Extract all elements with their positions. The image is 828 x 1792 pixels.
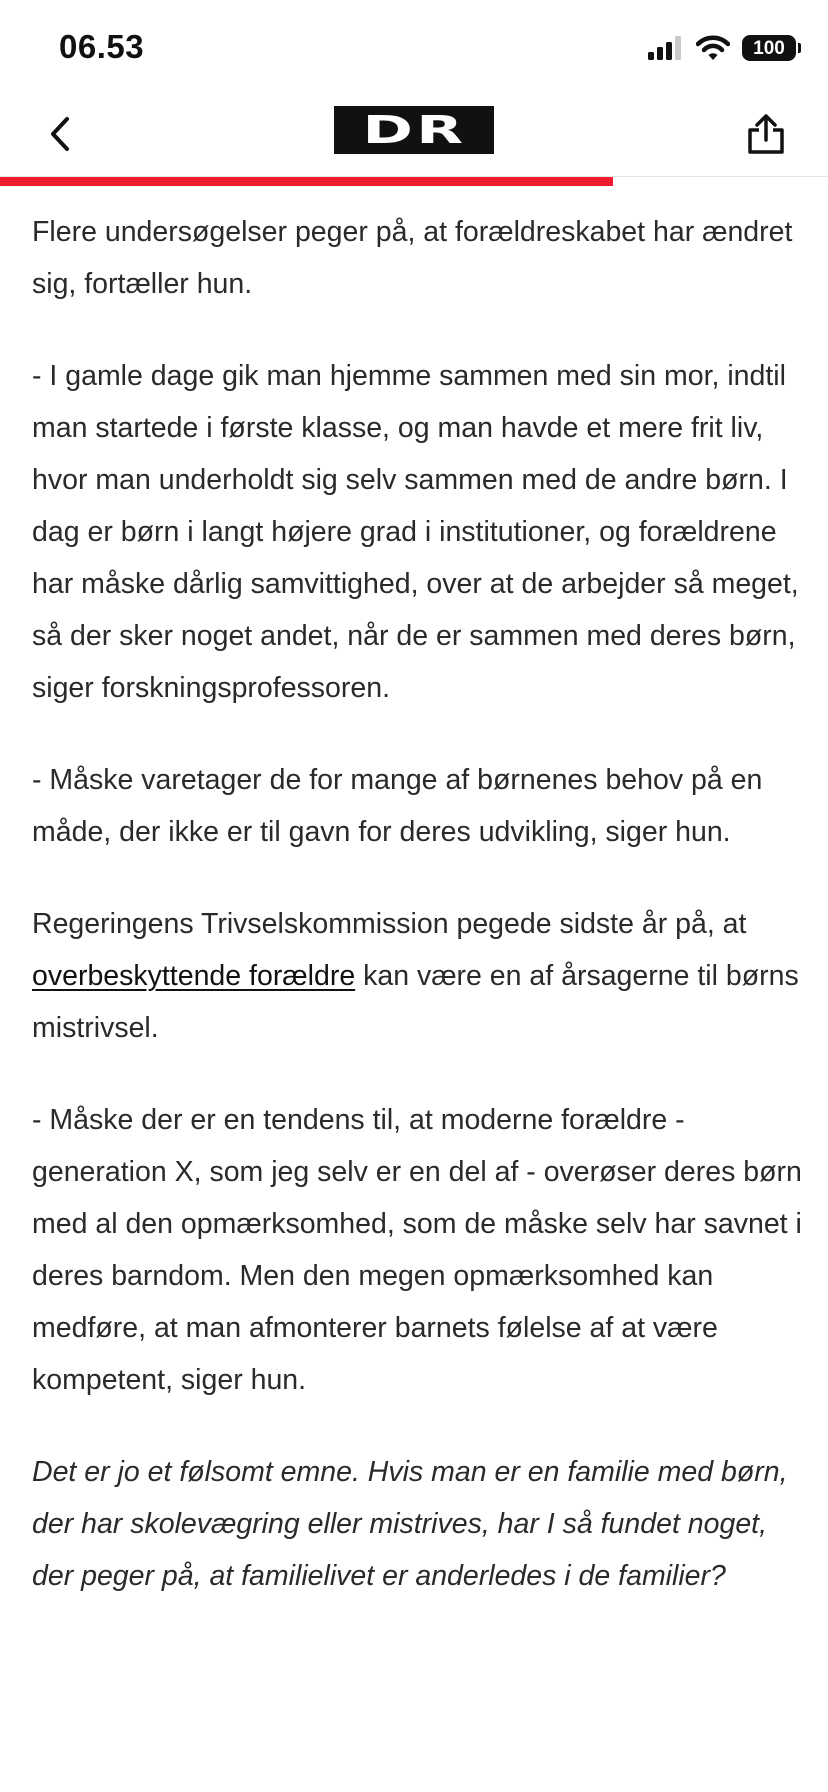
paragraph-4-text-after: kan være en af årsagerne til børns mistrivsel. — [32, 960, 799, 1044]
reading-progress-fill — [0, 177, 613, 186]
share-button[interactable] — [740, 106, 792, 162]
reading-progress-bar — [0, 177, 828, 186]
article-body — [32, 206, 802, 1642]
share-icon — [746, 113, 786, 155]
article-question: Det er jo et følsomt emne. Hvis man er en familie med børn, der har skolevægring eller mistrives, har I så fundet noget, der peger på, at familielivet er anderledes i de familier? — [32, 1456, 788, 1592]
article-paragraph-4 — [32, 898, 802, 1054]
logo-text: DR — [362, 108, 466, 152]
wifi-icon — [696, 35, 730, 61]
chevron-left-icon — [47, 116, 73, 152]
article-paragraph-1: Flere undersøgelser peger på, at forældreskabet har ændret sig, fortæller hun. — [32, 216, 793, 300]
status-icons — [648, 34, 796, 62]
article-paragraph-5: - Måske der er en tendens til, at moderne forældre - generation X, som jeg selv er en del af - overøser deres børn med al den opmærksomhed, som de måske selv har savnet i deres barndom. Men den megen opmærksomhed kan medføre, at man afmonterer barnets følelse af at være kompetent, siger hun. — [32, 1104, 802, 1396]
dr-logo[interactable] — [334, 106, 494, 154]
back-button[interactable] — [36, 108, 84, 160]
status-bar — [0, 0, 828, 100]
article-paragraph-3: - Måske varetager de for mange af børnenes behov på en måde, der ikke er til gavn for deres udvikling, siger hun. — [32, 764, 763, 848]
overbeskyttende-foraeldre-link[interactable]: overbeskyttende forældre — [32, 960, 356, 992]
paragraph-4-text-before: Regeringens Trivselskommission pegede sidste år på, at — [32, 908, 747, 940]
status-time: 06.53 — [59, 28, 145, 65]
signal-icon — [648, 36, 684, 60]
battery-icon — [742, 35, 796, 61]
article-paragraph-2: - I gamle dage gik man hjemme sammen med sin mor, indtil man startede i første klasse, og man havde et mere frit liv, hvor man underholdt sig selv sammen med de andre børn. I dag er børn i langt højere grad i institutioner, og forældrene har måske dårlig samvittighed, over at de arbejder så meget, så der sker noget andet, når de er sammen med deres børn, siger forskningsprofessoren. — [32, 360, 799, 704]
nav-bar — [0, 100, 828, 177]
battery-level: 100 — [753, 37, 785, 59]
